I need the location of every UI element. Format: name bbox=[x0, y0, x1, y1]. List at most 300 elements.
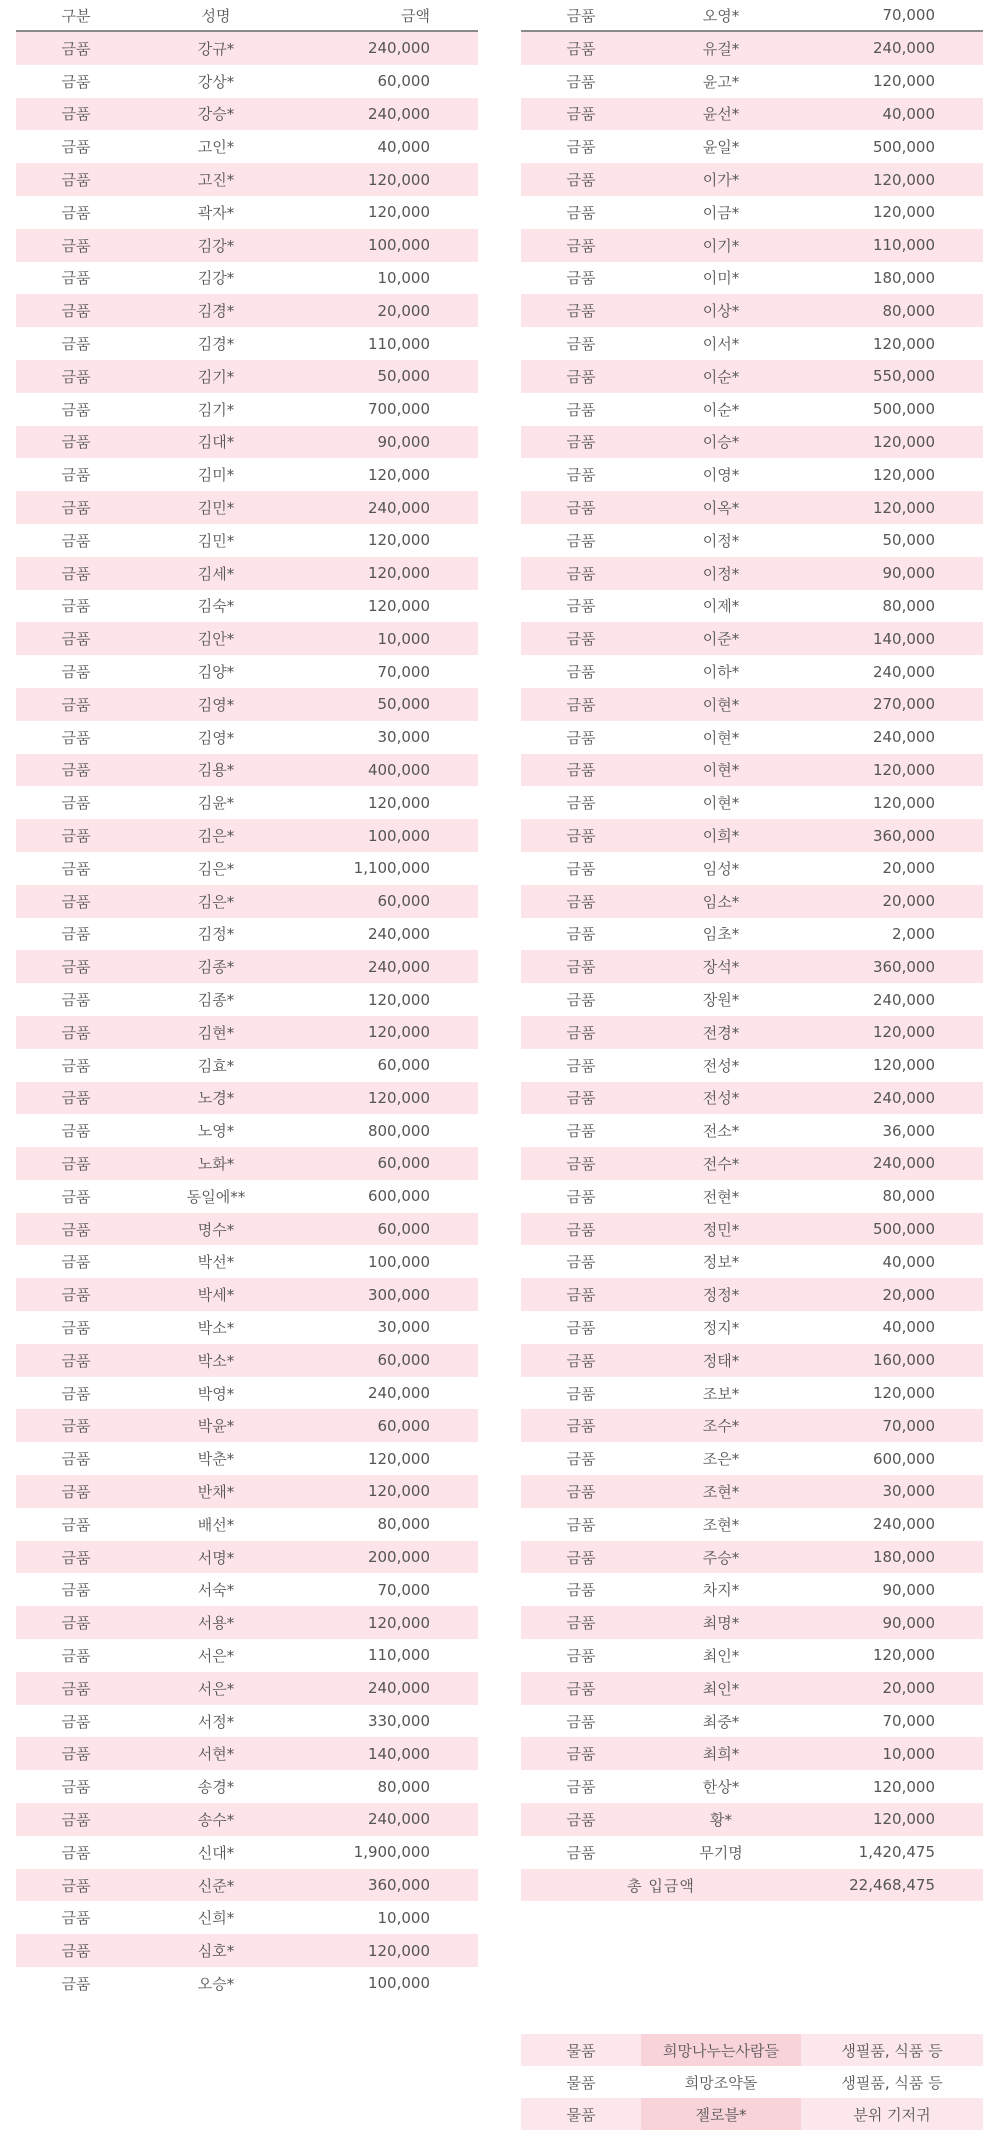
row-category: 금품 bbox=[566, 367, 596, 386]
row-category: 금품 bbox=[566, 1548, 596, 1567]
row-category: 금품 bbox=[61, 958, 91, 977]
row-category: 금품 bbox=[566, 1712, 596, 1731]
row-donor-name: 정보* bbox=[702, 1253, 740, 1272]
row-amount: 500,000 bbox=[872, 137, 935, 156]
row-amount: 240,000 bbox=[872, 990, 935, 1009]
table-row bbox=[521, 229, 983, 262]
row-donor-name: 윤선* bbox=[702, 105, 740, 124]
row-category: 금품 bbox=[566, 1581, 596, 1600]
table-row bbox=[521, 1606, 983, 1639]
row-donor-name: 조현* bbox=[702, 1482, 740, 1501]
goods-donor: 젤로블* bbox=[641, 2098, 801, 2130]
table-row bbox=[16, 294, 478, 327]
row-amount: 600,000 bbox=[872, 1449, 935, 1468]
row-donor-name: 김경* bbox=[197, 335, 235, 354]
row-donor-name: 노화* bbox=[197, 1154, 235, 1173]
row-amount: 1,100,000 bbox=[353, 859, 430, 878]
goods-category: 물품 bbox=[566, 2073, 596, 2092]
row-donor-name: 김강* bbox=[197, 269, 235, 288]
row-donor-name: 전성* bbox=[702, 1089, 740, 1108]
row-donor-name: 노영* bbox=[197, 1122, 235, 1141]
table-row bbox=[521, 1573, 983, 1606]
donation-table-left bbox=[16, 0, 478, 2000]
row-category: 금품 bbox=[61, 1581, 91, 1600]
row-donor-name: 전수* bbox=[702, 1154, 740, 1173]
row-amount: 120,000 bbox=[872, 203, 935, 222]
goods-category: 물품 bbox=[566, 2105, 596, 2124]
row-amount: 240,000 bbox=[872, 662, 935, 681]
row-amount: 120,000 bbox=[367, 531, 430, 550]
row-donor-name: 최중* bbox=[702, 1712, 740, 1731]
row-category: 금품 bbox=[566, 859, 596, 878]
row-category: 금품 bbox=[566, 400, 596, 419]
goods-item: 생필품, 식품 등 bbox=[841, 2073, 943, 2092]
table-row bbox=[16, 1409, 478, 1442]
row-donor-name: 강승* bbox=[197, 105, 235, 124]
row-donor-name: 서은* bbox=[197, 1679, 235, 1698]
table-row bbox=[521, 1672, 983, 1705]
row-category: 금품 bbox=[566, 1220, 596, 1239]
row-amount: 500,000 bbox=[872, 400, 935, 419]
row-amount: 120,000 bbox=[367, 1613, 430, 1632]
row-amount: 360,000 bbox=[367, 1876, 430, 1895]
table-row bbox=[16, 1803, 478, 1836]
row-amount: 180,000 bbox=[872, 1548, 935, 1567]
row-amount: 200,000 bbox=[367, 1548, 430, 1567]
total-row bbox=[521, 1869, 983, 1902]
row-category: 금품 bbox=[61, 1548, 91, 1567]
row-donor-name: 정태* bbox=[702, 1351, 740, 1370]
row-amount: 80,000 bbox=[377, 1777, 430, 1796]
row-category: 금품 bbox=[61, 1351, 91, 1370]
table-header bbox=[16, 0, 478, 32]
row-donor-name: 이옥* bbox=[702, 499, 740, 518]
goods-item: 분위 기저귀 bbox=[853, 2105, 931, 2124]
row-amount: 70,000 bbox=[882, 1712, 935, 1731]
row-donor-name: 김종* bbox=[197, 958, 235, 977]
row-donor-name: 김정* bbox=[197, 925, 235, 944]
row-donor-name: 무기명 bbox=[699, 1843, 743, 1862]
row-amount: 70,000 bbox=[377, 662, 430, 681]
row-category: 금품 bbox=[566, 728, 596, 747]
row-amount: 140,000 bbox=[367, 1744, 430, 1763]
row-amount: 120,000 bbox=[367, 793, 430, 812]
table-row bbox=[521, 32, 983, 65]
table-row bbox=[521, 786, 983, 819]
table-row bbox=[521, 1147, 983, 1180]
row-category: 금품 bbox=[61, 1482, 91, 1501]
table-row bbox=[16, 1213, 478, 1246]
row-category: 금품 bbox=[566, 138, 596, 157]
row-donor-name: 윤일* bbox=[702, 138, 740, 157]
row-donor-name: 심호* bbox=[197, 1942, 235, 1961]
total-amount: 22,468,475 bbox=[849, 1876, 935, 1895]
row-category: 금품 bbox=[566, 171, 596, 190]
row-category: 금품 bbox=[566, 925, 596, 944]
row-amount: 100,000 bbox=[367, 826, 430, 845]
row-amount: 400,000 bbox=[367, 760, 430, 779]
row-donor-name: 차지* bbox=[702, 1581, 740, 1600]
row-category: 금품 bbox=[566, 236, 596, 255]
row-category: 금품 bbox=[61, 1942, 91, 1961]
goods-row bbox=[521, 2034, 983, 2066]
row-donor-name: 조수* bbox=[702, 1417, 740, 1436]
row-donor-name: 김대* bbox=[197, 433, 235, 452]
row-amount: 120,000 bbox=[367, 170, 430, 189]
row-donor-name: 임초* bbox=[702, 925, 740, 944]
row-category: 금품 bbox=[566, 1384, 596, 1403]
table-row bbox=[16, 1245, 478, 1278]
row-amount: 60,000 bbox=[377, 892, 430, 911]
table-row bbox=[521, 262, 983, 295]
row-category: 금품 bbox=[566, 1646, 596, 1665]
row-amount: 120,000 bbox=[872, 465, 935, 484]
table-row bbox=[16, 1508, 478, 1541]
row-amount: 240,000 bbox=[872, 1088, 935, 1107]
row-category: 금품 bbox=[61, 72, 91, 91]
row-category: 금품 bbox=[566, 1351, 596, 1370]
row-category: 금품 bbox=[61, 433, 91, 452]
row-amount: 550,000 bbox=[872, 367, 935, 386]
row-donor-name: 신희* bbox=[197, 1909, 235, 1928]
row-amount: 600,000 bbox=[367, 1187, 430, 1206]
row-category: 금품 bbox=[61, 1187, 91, 1206]
table-row bbox=[521, 1016, 983, 1049]
row-donor-name: 박세* bbox=[197, 1286, 235, 1305]
row-category: 금품 bbox=[61, 1843, 91, 1862]
row-donor-name: 서명* bbox=[197, 1548, 235, 1567]
table-row bbox=[521, 983, 983, 1016]
row-category: 금품 bbox=[61, 302, 91, 321]
table-row bbox=[521, 1278, 983, 1311]
row-donor-name: 곽자* bbox=[197, 203, 235, 222]
row-amount: 120,000 bbox=[872, 1384, 935, 1403]
row-amount: 110,000 bbox=[367, 1646, 430, 1665]
row-category: 금품 bbox=[61, 335, 91, 354]
row-amount: 40,000 bbox=[377, 137, 430, 156]
row-donor-name: 서은* bbox=[197, 1646, 235, 1665]
row-donor-name: 윤고* bbox=[702, 72, 740, 91]
table-row bbox=[16, 393, 478, 426]
row-donor-name: 김효* bbox=[197, 1056, 235, 1075]
row-amount: 1,900,000 bbox=[353, 1843, 430, 1862]
row-donor-name: 이현* bbox=[702, 794, 740, 813]
row-amount: 120,000 bbox=[367, 1023, 430, 1042]
table-row bbox=[16, 458, 478, 491]
row-category: 금품 bbox=[61, 925, 91, 944]
row-donor-name: 김은* bbox=[197, 859, 235, 878]
table-row bbox=[521, 557, 983, 590]
row-category: 금품 bbox=[566, 499, 596, 518]
row-donor-name: 이현* bbox=[702, 761, 740, 780]
row-amount: 30,000 bbox=[882, 1482, 935, 1501]
row-amount: 40,000 bbox=[882, 104, 935, 123]
row-donor-name: 서숙* bbox=[197, 1581, 235, 1600]
row-amount: 20,000 bbox=[882, 859, 935, 878]
row-amount: 800,000 bbox=[367, 1121, 430, 1140]
row-amount: 60,000 bbox=[377, 1351, 430, 1370]
row-category: 금품 bbox=[61, 499, 91, 518]
row-donor-name: 강규* bbox=[197, 39, 235, 58]
table-header-row bbox=[521, 0, 983, 32]
row-category: 금품 bbox=[61, 1614, 91, 1633]
row-amount: 120,000 bbox=[872, 432, 935, 451]
table-row bbox=[521, 1442, 983, 1475]
row-donor-name: 이현* bbox=[702, 695, 740, 714]
row-category: 금품 bbox=[566, 203, 596, 222]
row-donor-name: 전소* bbox=[702, 1122, 740, 1141]
row-donor-name: 임성* bbox=[702, 859, 740, 878]
table-row bbox=[16, 950, 478, 983]
row-amount: 20,000 bbox=[377, 301, 430, 320]
row-amount: 120,000 bbox=[367, 596, 430, 615]
row-donor-name: 이정* bbox=[702, 531, 740, 550]
row-amount: 70,000 bbox=[377, 1580, 430, 1599]
row-category: 금품 bbox=[61, 1089, 91, 1108]
table-row bbox=[521, 491, 983, 524]
row-donor-name: 이상* bbox=[702, 302, 740, 321]
row-donor-name: 전현* bbox=[702, 1187, 740, 1206]
row-donor-name: 이가* bbox=[702, 171, 740, 190]
row-category: 금품 bbox=[61, 1056, 91, 1075]
row-donor-name: 명수* bbox=[197, 1220, 235, 1239]
row-category: 금품 bbox=[61, 400, 91, 419]
table-row bbox=[521, 196, 983, 229]
row-donor-name: 김은* bbox=[197, 892, 235, 911]
row-amount: 270,000 bbox=[872, 695, 935, 714]
table-row bbox=[16, 1737, 478, 1770]
row-donor-name: 고인* bbox=[197, 138, 235, 157]
table-row bbox=[16, 1705, 478, 1738]
table-row bbox=[521, 65, 983, 98]
row-amount: 20,000 bbox=[882, 1679, 935, 1698]
row-category: 금품 bbox=[61, 564, 91, 583]
table-row bbox=[16, 1442, 478, 1475]
row-donor-name: 김안* bbox=[197, 630, 235, 649]
table-row bbox=[16, 1278, 478, 1311]
row-amount: 110,000 bbox=[367, 334, 430, 353]
table-row bbox=[16, 1049, 478, 1082]
row-category: 금품 bbox=[566, 1778, 596, 1797]
row-category: 금품 bbox=[566, 597, 596, 616]
row-amount: 60,000 bbox=[377, 1416, 430, 1435]
row-category: 금품 bbox=[61, 1646, 91, 1665]
row-donor-name: 신대* bbox=[197, 1843, 235, 1862]
row-donor-name: 이제* bbox=[702, 597, 740, 616]
row-donor-name: 한상* bbox=[702, 1778, 740, 1797]
row-amount: 120,000 bbox=[872, 793, 935, 812]
row-category: 금품 bbox=[566, 794, 596, 813]
header-category: 구분 bbox=[61, 6, 91, 25]
table-row bbox=[16, 983, 478, 1016]
header-name: 성명 bbox=[201, 6, 231, 25]
row-donor-name: 이하* bbox=[702, 663, 740, 682]
row-donor-name: 박선* bbox=[197, 1253, 235, 1272]
row-category: 금품 bbox=[61, 1974, 91, 1993]
row-amount: 330,000 bbox=[367, 1712, 430, 1731]
row-amount: 700,000 bbox=[367, 400, 430, 419]
row-donor-name: 동일에** bbox=[186, 1187, 246, 1206]
table-row bbox=[521, 393, 983, 426]
row-amount: 120,000 bbox=[367, 1941, 430, 1960]
row-amount: 240,000 bbox=[872, 39, 935, 58]
row-donor-name: 이순* bbox=[702, 400, 740, 419]
row-amount: 90,000 bbox=[882, 1613, 935, 1632]
row-category: 금품 bbox=[566, 958, 596, 977]
row-amount: 120,000 bbox=[872, 334, 935, 353]
row-donor-name: 김기* bbox=[197, 367, 235, 386]
row-amount: 90,000 bbox=[882, 1580, 935, 1599]
table-row bbox=[16, 721, 478, 754]
row-donor-name: 김기* bbox=[197, 400, 235, 419]
row-category: 금품 bbox=[61, 1286, 91, 1305]
table-row bbox=[521, 1639, 983, 1672]
row-donor-name: 김강* bbox=[197, 236, 235, 255]
table-row bbox=[16, 622, 478, 655]
row-donor-name: 김영* bbox=[197, 695, 235, 714]
row-donor-name: 이준* bbox=[702, 630, 740, 649]
row-amount: 80,000 bbox=[882, 1187, 935, 1206]
row-amount: 240,000 bbox=[872, 1154, 935, 1173]
row-amount: 240,000 bbox=[872, 1515, 935, 1534]
table-row bbox=[521, 754, 983, 787]
row-category: 금품 bbox=[61, 1122, 91, 1141]
row-category: 금품 bbox=[61, 1745, 91, 1764]
table-row bbox=[16, 1869, 478, 1902]
table-row bbox=[521, 721, 983, 754]
table-row bbox=[16, 852, 478, 885]
row-amount: 70,000 bbox=[882, 1416, 935, 1435]
row-amount: 100,000 bbox=[367, 1974, 430, 1993]
row-category: 금품 bbox=[566, 531, 596, 550]
row-amount: 240,000 bbox=[367, 1810, 430, 1829]
row-category: 금품 bbox=[566, 1122, 596, 1141]
row-amount: 90,000 bbox=[882, 564, 935, 583]
row-category: 금품 bbox=[566, 695, 596, 714]
table-row bbox=[521, 1409, 983, 1442]
row-donor-name: 정지* bbox=[702, 1318, 740, 1337]
table-row bbox=[16, 557, 478, 590]
row-donor-name: 김경* bbox=[197, 302, 235, 321]
row-category: 금품 bbox=[566, 564, 596, 583]
row-amount: 20,000 bbox=[882, 892, 935, 911]
row-donor-name: 최희* bbox=[702, 1745, 740, 1764]
table-row bbox=[16, 1934, 478, 1967]
row-donor-name: 최인* bbox=[702, 1679, 740, 1698]
table-row bbox=[16, 491, 478, 524]
row-donor-name: 박영* bbox=[197, 1384, 235, 1403]
row-amount: 60,000 bbox=[377, 1220, 430, 1239]
table-row bbox=[521, 885, 983, 918]
row-amount: 60,000 bbox=[377, 1056, 430, 1075]
table-row bbox=[521, 98, 983, 131]
row-donor-name: 김세* bbox=[197, 564, 235, 583]
row-donor-name: 이희* bbox=[702, 827, 740, 846]
row-donor-name: 고진* bbox=[197, 171, 235, 190]
row-amount: 240,000 bbox=[367, 104, 430, 123]
goods-category: 물품 bbox=[566, 2041, 596, 2060]
table-row bbox=[16, 360, 478, 393]
table-row bbox=[16, 98, 478, 131]
row-amount: 120,000 bbox=[367, 1088, 430, 1107]
row-amount: 120,000 bbox=[872, 760, 935, 779]
row-category: 금품 bbox=[61, 630, 91, 649]
table-row bbox=[521, 1803, 983, 1836]
row-donor-name: 김은* bbox=[197, 827, 235, 846]
row-amount: 240,000 bbox=[367, 498, 430, 517]
row-amount: 360,000 bbox=[872, 957, 935, 976]
row-category: 금품 bbox=[61, 1810, 91, 1829]
row-category: 금품 bbox=[61, 1515, 91, 1534]
table-row bbox=[521, 1508, 983, 1541]
row-category: 금품 bbox=[566, 335, 596, 354]
row-category: 금품 bbox=[61, 531, 91, 550]
row-donor-name: 이현* bbox=[702, 728, 740, 747]
row-donor-name: 김용* bbox=[197, 761, 235, 780]
row-amount: 120,000 bbox=[872, 1810, 935, 1829]
table-row bbox=[16, 1672, 478, 1705]
table-row bbox=[16, 1377, 478, 1410]
row-category: 금품 bbox=[61, 794, 91, 813]
donation-table-right bbox=[521, 0, 983, 1901]
table-row bbox=[16, 262, 478, 295]
row-donor-name: 서정* bbox=[197, 1712, 235, 1731]
row-category: 금품 bbox=[61, 1318, 91, 1337]
row-donor-name: 최명* bbox=[702, 1614, 740, 1633]
table-row bbox=[521, 688, 983, 721]
row-donor-name: 조은* bbox=[702, 1450, 740, 1469]
table-row bbox=[16, 885, 478, 918]
row-amount: 80,000 bbox=[377, 1515, 430, 1534]
row-donor-name: 이순* bbox=[702, 367, 740, 386]
row-donor-name: 김숙* bbox=[197, 597, 235, 616]
row-donor-name: 유걸* bbox=[702, 39, 740, 58]
row-category: 금품 bbox=[61, 1154, 91, 1173]
goods-item: 생필품, 식품 등 bbox=[841, 2041, 943, 2060]
row-donor-name: 조현* bbox=[702, 1515, 740, 1534]
row-category: 금품 bbox=[566, 1286, 596, 1305]
row-amount: 40,000 bbox=[882, 1318, 935, 1337]
row-donor-name: 김민* bbox=[197, 531, 235, 550]
row-amount: 120,000 bbox=[367, 990, 430, 1009]
table-row bbox=[16, 1475, 478, 1508]
row-category: 금품 bbox=[61, 1450, 91, 1469]
table-row bbox=[16, 819, 478, 852]
row-amount: 50,000 bbox=[377, 367, 430, 386]
table-row bbox=[521, 852, 983, 885]
row-category: 금품 bbox=[566, 105, 596, 124]
row-amount: 36,000 bbox=[882, 1121, 935, 1140]
row-donor-name: 배선* bbox=[197, 1515, 235, 1534]
row-amount: 30,000 bbox=[377, 1318, 430, 1337]
row-amount: 160,000 bbox=[872, 1351, 935, 1370]
table-row bbox=[521, 1311, 983, 1344]
row-donor-name: 신준* bbox=[197, 1876, 235, 1895]
row-category: 금품 bbox=[566, 630, 596, 649]
row-category: 금품 bbox=[61, 39, 91, 58]
table-row bbox=[521, 524, 983, 557]
header-amount: 금액 bbox=[401, 6, 430, 25]
table-row bbox=[16, 327, 478, 360]
row-amount: 50,000 bbox=[377, 695, 430, 714]
row-category: 금품 bbox=[61, 466, 91, 485]
goods-donor: 희망나누는사람들 bbox=[641, 2034, 801, 2066]
row-category: 금품 bbox=[61, 1417, 91, 1436]
row-amount: 80,000 bbox=[882, 301, 935, 320]
row-donor-name: 정민* bbox=[702, 1220, 740, 1239]
table-row bbox=[16, 196, 478, 229]
row-category: 금품 bbox=[566, 1515, 596, 1534]
